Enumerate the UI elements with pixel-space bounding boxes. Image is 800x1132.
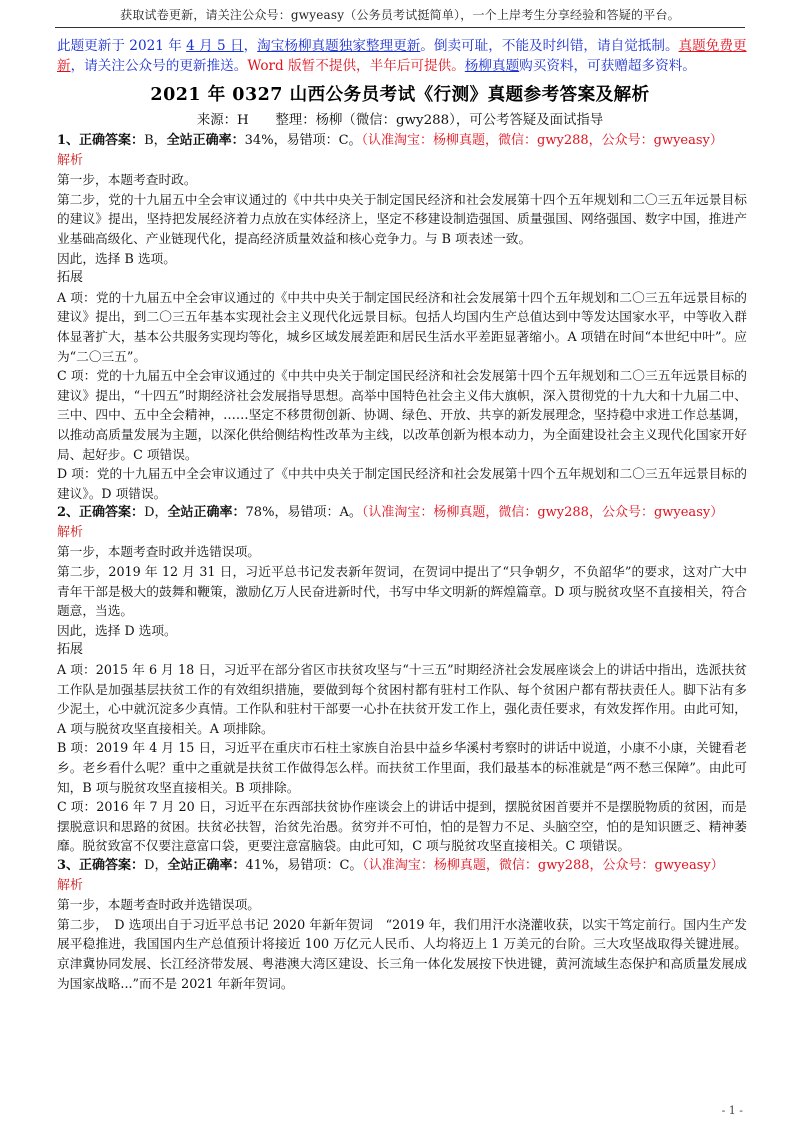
rate-value: 34% <box>244 133 274 148</box>
notice-text-4: ，请关注公众号的更新推送。 <box>70 58 248 74</box>
rate-label: 全站正确率： <box>166 133 245 148</box>
notice-text-2: ， <box>243 38 258 54</box>
comma-sep: ， <box>274 857 288 873</box>
rate-value: 41% <box>245 857 275 873</box>
extension-heading: 拓展 <box>57 270 84 286</box>
answer-label: 正确答案： <box>79 857 145 873</box>
document-source: 来源：H 整理：杨柳（微信：gwy288），可公考答疑及面试指导 <box>196 113 604 128</box>
comma-sep: ， <box>154 505 168 521</box>
notice-free-update-link[interactable]: 真题免费更新 <box>57 38 747 74</box>
ad-text: （认准淘宝：杨柳真题，微信：gwy288，公众号：gwyeasy） <box>361 505 724 521</box>
answer-label: 正确答案： <box>79 133 145 148</box>
notice-shop2-link[interactable]: 杨柳真题 <box>464 58 520 74</box>
analysis-paragraph: 第一步，本题考查时政并选错误项。 <box>57 897 260 913</box>
analysis-heading: 解析 <box>57 524 84 540</box>
ad-text: （认准淘宝：杨柳真题，微信：gwy288，公众号：gwyeasy） <box>362 857 724 873</box>
comma-sep: ， <box>154 857 168 873</box>
analysis-paragraph: 因此，选择 D 选项。 <box>57 622 177 638</box>
extension-heading: 拓展 <box>57 642 84 658</box>
question-header <box>57 503 747 523</box>
extension-paragraph: C 项：2016 年 7 月 20 日，习近平在东西部扶贫协作座谈会上的讲话中提到，摆脱贫困首要并不是摆脱物质的贫困，而是摆脱意识和思路的贫困。扶贫必扶智，治贫先治愚。贫穷并不可怕，怕的是智力不足、头脑空空，怕的是知识匮乏、精神萎靡。脱贫致富不仅要注意富口袋，更要注意富脑袋。由此可知，C 项与脱贫攻坚直接相关。C 项错误。 <box>57 799 747 854</box>
extension-paragraph: A 项：2015 年 6 月 18 日，习近平在部分省区市扶贫攻坚与“十三五”时期经济社会发展座谈会上的讲话中指出，选派扶贫工作队是加强基层扶贫工作的有效组织措施，要做到每个贫困村都有驻村工作队、每个贫困户都有帮扶责任人。脚下沾有多少泥土，心中就沉淀多少真情。工作队和驻村干部要一心扑在扶贫开发工作上，强化责任要求，有效发挥作用。由此可知，A 项与脱贫攻坚直接相关。A 项排除。 <box>57 662 747 736</box>
rate-value: 78% <box>245 505 275 521</box>
answer-value: B <box>144 133 154 148</box>
page-number: - 1 - <box>721 1104 743 1117</box>
notice-word-warning: Word 版暂不提供，半年后可提供。 <box>247 58 465 74</box>
comma-sep: ， <box>273 133 287 148</box>
question-number: 3、 <box>57 857 80 873</box>
answer-label: 正确答案： <box>79 505 145 521</box>
comma-sep: ， <box>153 133 167 148</box>
update-notice <box>57 36 747 76</box>
notice-shop-link[interactable]: 淘宝杨柳真题独家整理更新 <box>257 38 421 54</box>
comma-sep: ， <box>274 505 288 521</box>
extension-paragraph: B 项：2019 年 4 月 15 日，习近平在重庆市石柱土家族自治县中益乡华溪村考察时的讲话中说道，小康不小康，关键看老乡。老乡看什么呢？重中之重就是扶贫工作做得怎么样。而扶贫工作里面，我们最基本的标准就是“两不愁三保障”。由此可知，B 项与脱贫攻坚直接相关。B 项排除。 <box>57 740 747 795</box>
extension-paragraph: A 项：党的十九届五中全会审议通过的《中共中央关于制定国民经济和社会发展第十四个五年规划和二〇三五年远景目标的建议》提出，到二〇三五年基本实现社会主义现代化远景目标。包括人均国内生产总值达到中等发达国家水平，中等收入群体显著扩大，基本公共服务实现均等化，城乡区域发展差距和居民生活水平差距显著缩小。A 项错在时间“本世纪中叶”。应为“二〇三五”。 <box>57 289 747 364</box>
extension-paragraph: D 项：党的十九届五中全会审议通过了《中共中央关于制定国民经济和社会发展第十四个五年规划和二〇三五年远景目标的建议》。D 项错误。 <box>57 466 747 501</box>
notice-date-link[interactable]: 4 月 5 日 <box>186 38 244 54</box>
analysis-heading: 解析 <box>57 152 84 168</box>
question-number: 2、 <box>57 505 80 521</box>
answer-value: D <box>144 857 155 873</box>
header-divider <box>55 27 745 28</box>
analysis-paragraph: 第一步，本题考查时政。 <box>57 172 197 188</box>
wrong-option: 易错项：C。 <box>287 857 363 873</box>
question-header <box>57 856 747 876</box>
rate-label: 全站正确率： <box>167 505 246 521</box>
wrong-option: 易错项：A。 <box>287 505 362 521</box>
analysis-paragraph: 第二步，2019 年 12 月 31 日，习近平总书记发表新年贺词，在贺词中提出了“只争朝夕，不负韶华”的要求，这对广大中青年干部是极大的鼓舞和鞭策，激励亿万人民奋进新时代，书写中华文明新的辉煌篇章。D 项与脱贫攻坚不直接相关，符合题意，当选。 <box>57 564 747 619</box>
rate-label: 全站正确率： <box>167 857 246 873</box>
analysis-paragraph: 第二步，党的十九届五中全会审议通过的《中共中央关于制定国民经济和社会发展第十四个五年规划和二〇三五年远景目标的建议》提出，坚持把发展经济着力点放在实体经济上，坚定不移建设制造强国、质量强国、网络强国、数字中国，推进产业基础高级化、产业链现代化，提高经济质量效益和核心竞争力。与 B 项表述一致。 <box>57 191 747 246</box>
answer-value: D <box>144 505 155 521</box>
question-number: 1、 <box>57 133 80 148</box>
analysis-paragraph: 因此，选择 B 选项。 <box>57 250 176 266</box>
question-header <box>57 131 747 151</box>
analysis-paragraph: 第二步， D 选项出自于习近平总书记 2020 年新年贺词 “2019 年，我们用汗水浇灌收获，以实干笃定前行。国内生产发展平稳推进，我国国内生产总值预计将接近 100 万亿元人民币、人均将迈上 1 万美元的台阶。三大攻坚战取得关键进展。京津冀协同发展、长江经济带发展、粤港澳大湾区建设、长三角一体化发展按下快进键，黄河流域生态保护和高质量发展成为国家战略...”而不是 2021 年新年贺词。 <box>57 916 747 991</box>
notice-text-1: 此题更新于 2021 年 <box>57 38 187 54</box>
notice-text-5: 购买资料，可获赠超多资料。 <box>519 58 696 74</box>
page-header: 获取试卷更新，请关注公众号：gwyeasy（公务员考试挺简单），一个上岸考生分享经验和答疑的平台。 <box>120 8 680 22</box>
ad-text: （认准淘宝：杨柳真题，微信：gwy288，公众号：gwyeasy） <box>361 133 723 148</box>
questions-container <box>57 131 747 993</box>
wrong-option: 易错项：C。 <box>286 133 362 148</box>
analysis-heading: 解析 <box>57 877 84 893</box>
notice-text-3: 。倒卖可耻，不能及时纠错，请自觉抵制。 <box>420 38 679 54</box>
analysis-paragraph: 第一步，本题考查时政并选错误项。 <box>57 544 260 560</box>
document-title: 2021 年 0327 山西公务员考试《行测》真题参考答案及解析 <box>150 85 650 105</box>
extension-paragraph: C 项：党的十九届五中全会审议通过的《中共中央关于制定国民经济和社会发展第十四个五年规划和二〇三五年远景目标的建议》提出，“十四五”时期经济社会发展指导思想。高举中国特色社会主义伟大旗帜，深入贯彻党的十九大和十九届二中、三中、四中、五中全会精神，……坚定不移贯彻创新、协调、绿色、开放、共享的新发展理念，坚持稳中求进工作总基调，以推动高质量发展为主题，以深化供给侧结构性改革为主线，以改革创新为根本动力，为全面建设社会主义现代化国家开好局、起好步。C 项错误。 <box>57 368 747 462</box>
